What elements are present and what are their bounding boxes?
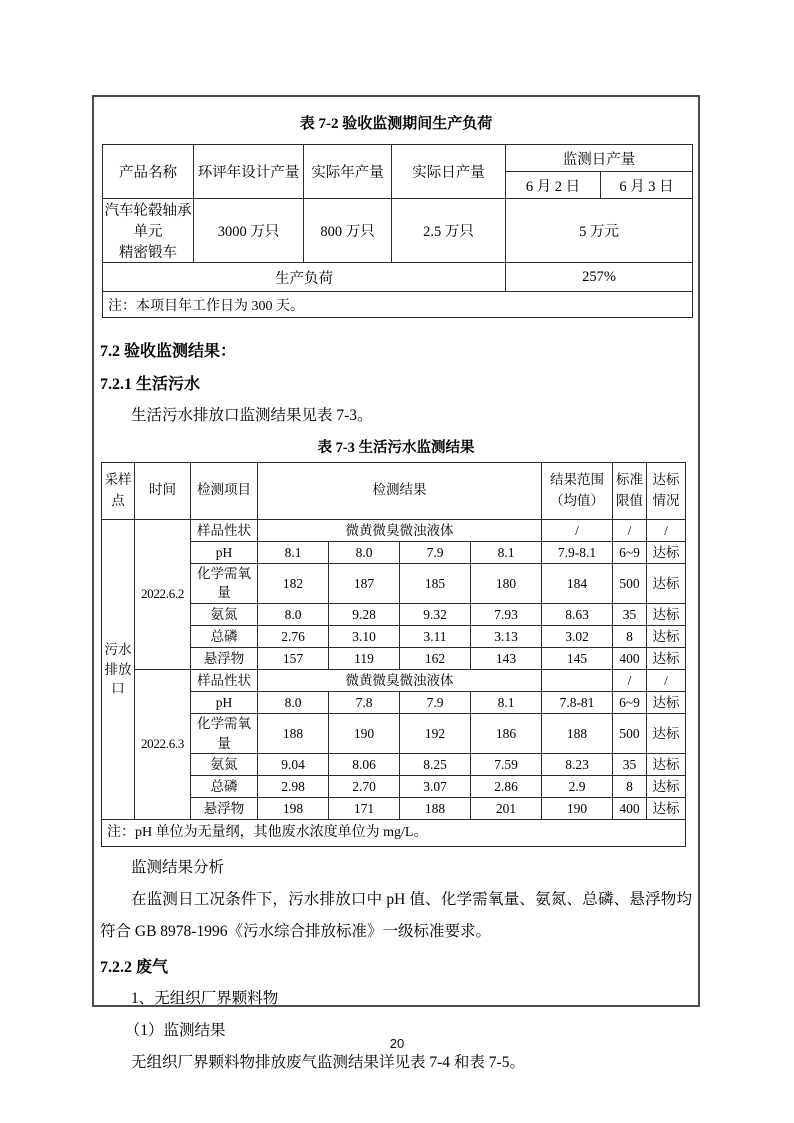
list-item-1-sub: （1）监测结果 [124,1022,226,1040]
status-cell: 达标 [647,691,686,713]
merged-result-cell: 微黄微臭微浊液体 [258,519,542,541]
col-header-sampling-point: 采样点 [102,463,135,520]
result-cell: 8.0 [329,541,400,563]
section-heading-7-2-2: 7.2.2 废气 [100,959,169,977]
result-cell: 9.28 [329,603,400,625]
load-label-cell: 生产负荷 [103,263,506,292]
item-cell: 总磷 [191,776,258,798]
monitoring-daily-cell: 5 万元 [506,199,693,263]
range-cell: 3.02 [542,625,613,647]
range-cell: 7.8-81 [542,691,613,713]
result-cell: 186 [471,713,542,753]
limit-cell: 35 [613,754,647,776]
status-cell: 达标 [647,625,686,647]
item-cell: 氨氮 [191,754,258,776]
result-cell: 192 [400,713,471,753]
range-cell: 8.63 [542,603,613,625]
range-cell: 7.9-8.1 [542,541,613,563]
result-cell: 2.70 [329,776,400,798]
result-cell: 201 [471,798,542,820]
result-cell: 8.06 [329,754,400,776]
range-cell: 8.23 [542,754,613,776]
result-cell: 190 [329,713,400,753]
col-header-range: 结果范围（均值） [542,463,613,520]
page-number: 20 [389,1036,405,1051]
product-name-line2: 精密锻车 [119,245,177,261]
table-row [103,199,693,263]
limit-cell: 400 [613,647,647,669]
result-cell: 2.98 [258,776,329,798]
status-cell: / [647,669,686,691]
analysis-paragraph: 在监测日工况条件下，污水排放口中 pH 值、化学需氧量、氨氮、总磷、悬浮物均符合 GB 8978-1996《污水综合排放标准》一级标准要求。 [100,891,692,941]
design-capacity-cell: 3000 万只 [194,199,304,263]
range-cell: 190 [542,798,613,820]
result-cell: 3.07 [400,776,471,798]
content-frame [92,95,700,1072]
status-cell: 达标 [647,754,686,776]
limit-cell: / [613,519,647,541]
result-cell: 162 [400,647,471,669]
col-header-actual-annual: 实际年产量 [304,145,392,199]
range-cell: 184 [542,563,613,603]
date-cell: 2022.6.3 [135,669,191,819]
table-7-3-title: 表 7-3 生活污水监测结果 [317,440,475,456]
result-cell: 180 [471,563,542,603]
result-cell: 8.1 [471,541,542,563]
result-cell: 7.93 [471,603,542,625]
item-cell: pH [191,691,258,713]
table-row [103,292,693,318]
merged-result-cell: 微黄微臭微浊液体 [258,669,542,691]
status-cell: 达标 [647,776,686,798]
result-cell: 8.1 [471,691,542,713]
limit-cell: 500 [613,563,647,603]
result-cell: 7.9 [400,691,471,713]
table-7-3-note: 注：pH 单位为无量纲，其他废水浓度单位为 mg/L。 [102,820,686,847]
limit-cell: 8 [613,625,647,647]
result-cell: 8.0 [258,691,329,713]
result-cell: 9.04 [258,754,329,776]
list-item-1: 1、无组织厂界颗料物 [131,990,279,1008]
col-header-jun2: 6 月 2 日 [506,172,601,199]
range-cell: 2.9 [542,776,613,798]
table-7-2-note: 注：本项目年工作日为 300 天。 [103,292,693,318]
result-cell: 3.13 [471,625,542,647]
result-cell: 182 [258,563,329,603]
table-7-2 [102,144,693,318]
result-cell: 7.9 [400,541,471,563]
product-name-cell [103,199,194,263]
range-cell: 145 [542,647,613,669]
table-row [102,669,686,691]
status-cell: / [647,519,686,541]
result-cell: 119 [329,647,400,669]
limit-cell: 500 [613,713,647,753]
col-header-status: 达标情况 [647,463,686,520]
section-heading-7-2: 7.2 验收监测结果： [100,343,237,360]
item-cell: 悬浮物 [191,647,258,669]
sampling-point-cell: 污水排放口 [102,519,135,819]
load-value-cell: 257% [506,263,693,292]
limit-cell: 6~9 [613,541,647,563]
range-cell [542,669,613,691]
col-header-results: 检测结果 [258,463,542,520]
result-cell: 3.11 [400,625,471,647]
limit-cell: 35 [613,603,647,625]
limit-cell: / [613,669,647,691]
actual-daily-cell: 2.5 万只 [392,199,506,263]
item-cell: 样品性状 [191,669,258,691]
result-cell: 188 [258,713,329,753]
col-header-jun3: 6 月 3 日 [601,172,693,199]
limit-cell: 400 [613,798,647,820]
result-cell: 2.86 [471,776,542,798]
item-cell: 氨氮 [191,603,258,625]
table-7-3 [101,462,686,847]
result-cell: 8.1 [258,541,329,563]
col-header-product: 产品名称 [103,145,194,199]
result-cell: 3.10 [329,625,400,647]
col-header-limit: 标准限值 [613,463,647,520]
status-cell: 达标 [647,647,686,669]
result-cell: 7.59 [471,754,542,776]
range-cell: / [542,519,613,541]
limit-cell: 8 [613,776,647,798]
date-cell: 2022.6.2 [135,519,191,669]
table-row [102,519,686,541]
result-cell: 188 [400,798,471,820]
status-cell: 达标 [647,563,686,603]
analysis-title: 监测结果分析 [131,859,225,877]
col-header-time: 时间 [135,463,191,520]
paragraph-7-2-2: 无组织厂界颗料物排放废气监测结果详见表 7-4 和表 7-5。 [131,1054,525,1072]
item-cell: 化学需氧量 [191,563,258,603]
table-row [102,820,686,847]
table-row [103,145,693,172]
result-cell: 7.8 [329,691,400,713]
col-header-item: 检测项目 [191,463,258,520]
table-row [103,263,693,292]
range-cell: 188 [542,713,613,753]
status-cell: 达标 [647,603,686,625]
result-cell: 143 [471,647,542,669]
col-header-design-capacity: 环评年设计产量 [194,145,304,199]
paragraph-7-2-1: 生活污水排放口监测结果见表 7-3。 [131,407,373,424]
item-cell: 化学需氧量 [191,713,258,753]
col-header-actual-daily: 实际日产量 [392,145,506,199]
result-cell: 171 [329,798,400,820]
product-name-line1: 汽车轮毂轴承单元 [104,203,192,240]
result-cell: 8.0 [258,603,329,625]
result-cell: 185 [400,563,471,603]
result-cell: 157 [258,647,329,669]
status-cell: 达标 [647,541,686,563]
table-7-2-title: 表 7-2 验收监测期间生产负荷 [299,116,493,132]
result-cell: 2.76 [258,625,329,647]
section-heading-7-2-1: 7.2.1 生活污水 [100,376,201,393]
result-cell: 198 [258,798,329,820]
result-cell: 187 [329,563,400,603]
result-cell: 9.32 [400,603,471,625]
result-cell: 8.25 [400,754,471,776]
status-cell: 达标 [647,798,686,820]
item-cell: 总磷 [191,625,258,647]
actual-annual-cell: 800 万只 [304,199,392,263]
col-header-monitoring-daily: 监测日产量 [506,145,693,172]
item-cell: pH [191,541,258,563]
status-cell: 达标 [647,713,686,753]
limit-cell: 6~9 [613,691,647,713]
item-cell: 悬浮物 [191,798,258,820]
table-row [102,463,686,520]
item-cell: 样品性状 [191,519,258,541]
